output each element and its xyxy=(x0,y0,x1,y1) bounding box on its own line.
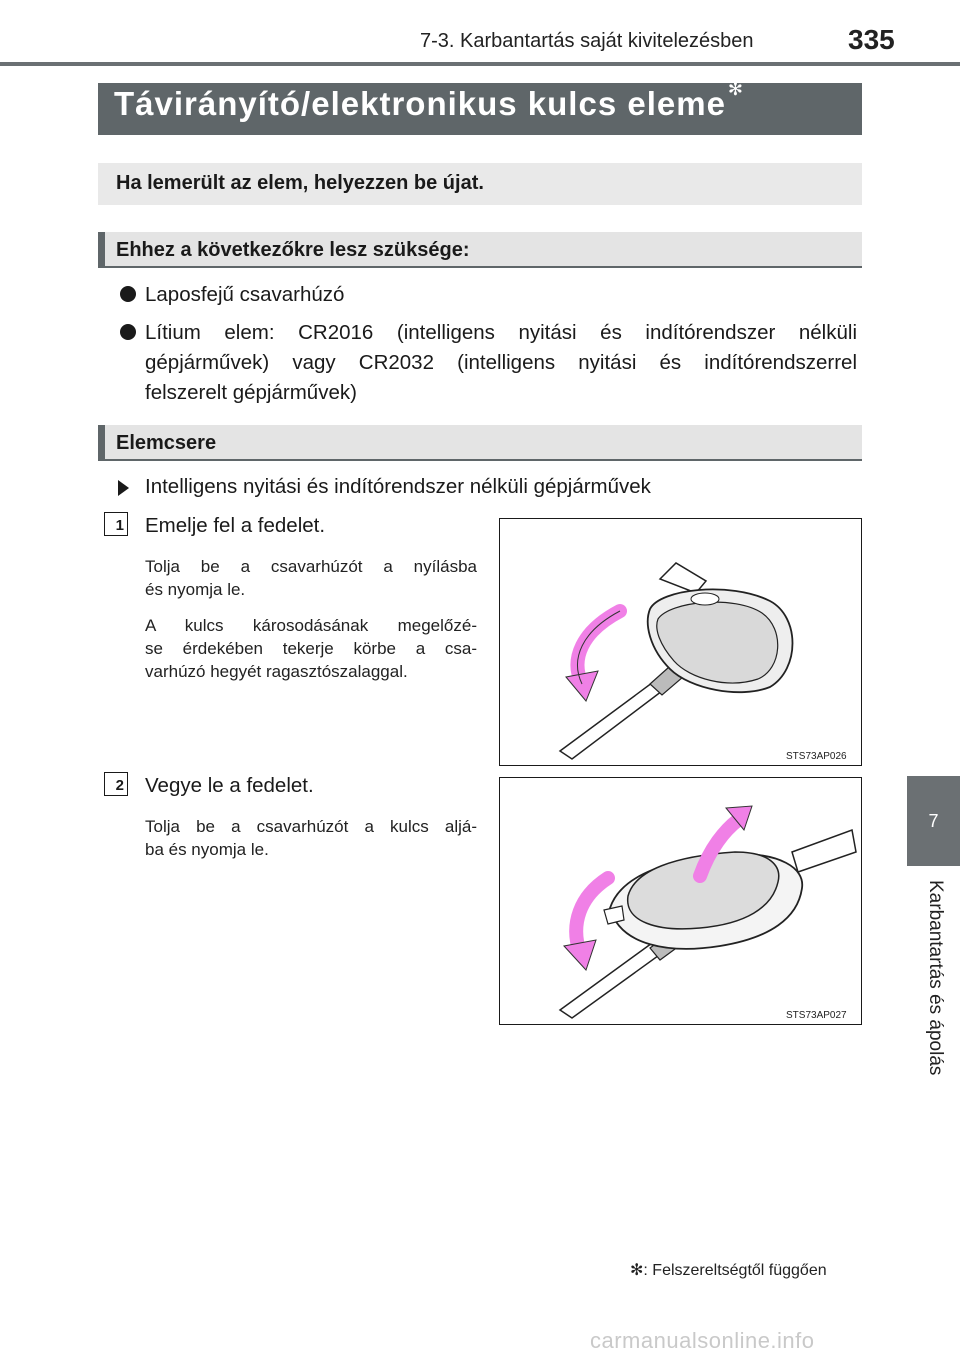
bullet-icon xyxy=(120,324,136,340)
requirements-heading: Ehhez a következőkre lesz szüksége: xyxy=(116,239,470,261)
triangle-arrow-icon xyxy=(118,480,129,496)
figure-1 xyxy=(499,518,862,766)
requirement-item-2-line3: felszerelt gépjárművek) xyxy=(145,381,357,404)
chapter-title-vertical: Karbantartás és ápolás xyxy=(925,880,946,1076)
condition-text: Intelligens nyitási és indítórendszer nélküli gépjárművek xyxy=(145,475,651,498)
step-number-2: 2 xyxy=(104,772,128,796)
header-rule xyxy=(0,62,960,66)
footnote-text: : Felszereltségtől függően xyxy=(643,1262,827,1279)
step-1-text-line3: A kulcs károsodásának megelőzé- xyxy=(145,616,477,635)
page-number: 335 xyxy=(848,24,895,55)
footnote-asterisk: ✻ xyxy=(630,1262,644,1279)
chapter-tab[interactable] xyxy=(907,776,960,866)
step-1-text-line4: se érdekében tekerje körbe a csa- xyxy=(145,639,477,658)
figure-2-code: STS73AP027 xyxy=(786,1010,847,1021)
figure-1-code: STS73AP026 xyxy=(786,751,847,762)
requirement-item-2-line1: Lítium elem: CR2016 (intelligens nyitási és indítórendszer nélküli xyxy=(145,321,857,344)
step-2-title: Vegye le a fedelet. xyxy=(145,774,314,797)
key-cover-removal-illustration xyxy=(500,778,860,1023)
step-1-text-line2: és nyomja le. xyxy=(145,580,246,599)
requirement-item-2-line2: gépjárművek) vagy CR2032 (intelligens nyitási és indítórendszerrel xyxy=(145,351,857,374)
step-number-1: 1 xyxy=(104,512,128,536)
key-cover-lift-illustration xyxy=(500,519,860,764)
step-1-text-line1: Tolja be a csavarhúzót a nyílásba xyxy=(145,557,477,576)
page-title-text: Távirányító/elektronikus kulcs eleme xyxy=(114,85,726,122)
title-asterisk: ✻ xyxy=(727,79,745,99)
footnote xyxy=(630,1260,827,1280)
step-2-text-line2: ba és nyomja le. xyxy=(145,840,269,859)
figure-2 xyxy=(499,777,862,1025)
lead-text: Ha lemerült az elem, helyezzen be újat. xyxy=(116,172,484,194)
step-1-text-line5: varhúzó hegyét ragasztószalaggal. xyxy=(145,662,408,681)
watermark: carmanualsonline.info xyxy=(590,1328,815,1353)
chapter-number: 7 xyxy=(928,810,939,831)
step-1-title: Emelje fel a fedelet. xyxy=(145,514,326,537)
bullet-icon xyxy=(120,286,136,302)
running-header-section: 7-3. Karbantartás saját kivitelezésben xyxy=(420,30,754,52)
page-title xyxy=(114,79,745,123)
step-2-text-line1: Tolja be a csavarhúzót a kulcs aljá- xyxy=(145,817,477,836)
replacement-heading: Elemcsere xyxy=(116,432,217,454)
requirement-item-1: Laposfejű csavarhúzó xyxy=(145,283,345,306)
